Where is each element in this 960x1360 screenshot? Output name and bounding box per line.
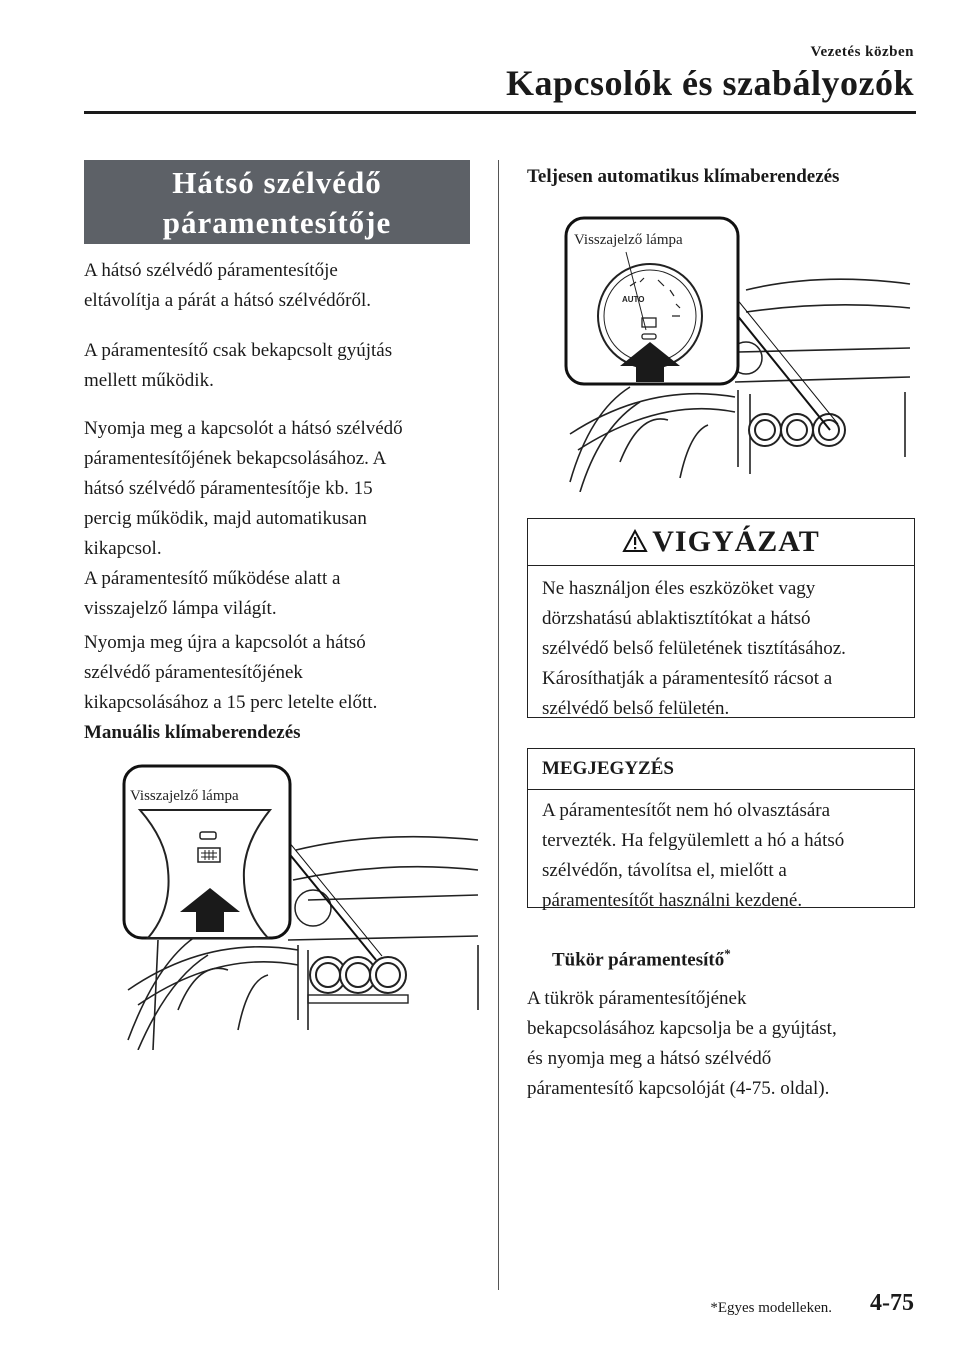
text-line: páramentesítő kapcsolóját (4-75. oldal).	[527, 1078, 830, 1099]
note-box	[527, 748, 915, 911]
text-line: páramentesítőjének bekapcsolásához. A	[84, 448, 387, 469]
text-line: és nyomja meg a hátsó szélvédő	[527, 1048, 772, 1069]
text-line: Ne használjon éles eszközöket vagy	[542, 578, 816, 599]
text-line: mellett működik.	[84, 370, 214, 391]
text-line: A páramentesítő csak bekapcsolt gyújtás	[84, 340, 393, 361]
mirror-defroster-heading	[552, 946, 731, 971]
paragraph-off	[84, 628, 484, 748]
text-line: Károsíthatják a páramentesítő rácsot a	[542, 668, 833, 689]
manual-climate-heading: Manuális klímaberendezés	[84, 722, 301, 743]
auto-climate-heading: Teljesen automatikus klímaberendezés	[527, 166, 840, 187]
mirror-heading-text: Tükör páramentesítő	[552, 949, 725, 971]
warning-triangle-icon	[622, 529, 648, 553]
footnote: *Egyes modelleken.	[710, 1300, 832, 1316]
column-divider	[498, 160, 499, 1290]
asterisk-mark: *	[724, 946, 731, 961]
text-line: A tükrök páramentesítőjének	[527, 988, 747, 1009]
manual-indicator-label: Visszajelző lámpa	[130, 788, 239, 804]
text-line: A páramentesítőt nem hó olvasztására	[542, 800, 831, 821]
section-label: Vezetés közben	[810, 44, 914, 60]
note-title: MEGJEGYZÉS	[528, 749, 914, 790]
text-line: A páramentesítő működése alatt a	[84, 568, 341, 589]
text-line: Nyomja meg a kapcsolót a hátsó szélvédő	[84, 418, 403, 439]
warning-body	[528, 566, 914, 732]
chapter-title: Kapcsolók és szabályozók	[505, 63, 914, 103]
text-line: hátsó szélvédő páramentesítője kb. 15	[84, 478, 373, 499]
auto-indicator-label: Visszajelző lámpa	[574, 232, 683, 248]
text-line: kikapcsolásához a 15 perc letelte előtt.	[84, 692, 378, 713]
text-line: szélvédő belső felületének tisztításához.	[542, 638, 846, 659]
section-title-line2: páramentesítője	[162, 205, 392, 240]
text-line: percig működik, majd automatikusan	[84, 508, 367, 529]
warning-box	[527, 518, 915, 718]
manual-climate-illustration	[118, 760, 488, 1050]
auto-knob-text: AUTO	[622, 295, 645, 304]
section-title-box	[84, 160, 470, 244]
indicator-lamp-icon	[200, 832, 216, 839]
paragraph-ignition	[84, 336, 484, 396]
text-line: eltávolítja a párát a hátsó szélvédőről.	[84, 290, 371, 311]
indicator-lamp-icon	[642, 334, 656, 339]
paragraph-operation	[84, 414, 484, 624]
text-line: A hátsó szélvédő páramentesítője	[84, 260, 338, 281]
warning-header	[528, 519, 914, 566]
text-line: páramentesítőt használni kezdené.	[542, 890, 803, 911]
text-line: tervezték. Ha felgyülemlett a hó a hátsó	[542, 830, 845, 851]
text-line: kikapcsol.	[84, 538, 162, 559]
auto-climate-illustration	[560, 212, 916, 492]
paragraph-intro	[84, 256, 484, 316]
text-line: bekapcsolásához kapcsolja be a gyújtást,	[527, 1018, 837, 1039]
text-line: szélvédő páramentesítőjének	[84, 662, 303, 683]
page-number: 4-75	[870, 1290, 914, 1316]
text-line: Nyomja meg újra a kapcsolót a hátsó	[84, 632, 366, 653]
paragraph-mirror	[527, 984, 927, 1104]
text-line: szélvédőn, távolítsa el, mielőtt a	[542, 860, 787, 881]
text-line: visszajelző lámpa világít.	[84, 598, 277, 619]
warning-title: VIGYÁZAT	[652, 525, 820, 558]
text-line: dörzshatású ablaktisztítókat a hátsó	[542, 608, 811, 629]
header-divider	[84, 111, 916, 114]
note-body	[528, 790, 914, 922]
text-line: szélvédő belső felületén.	[542, 698, 730, 719]
section-title-line1: Hátsó szélvédő	[172, 165, 382, 200]
